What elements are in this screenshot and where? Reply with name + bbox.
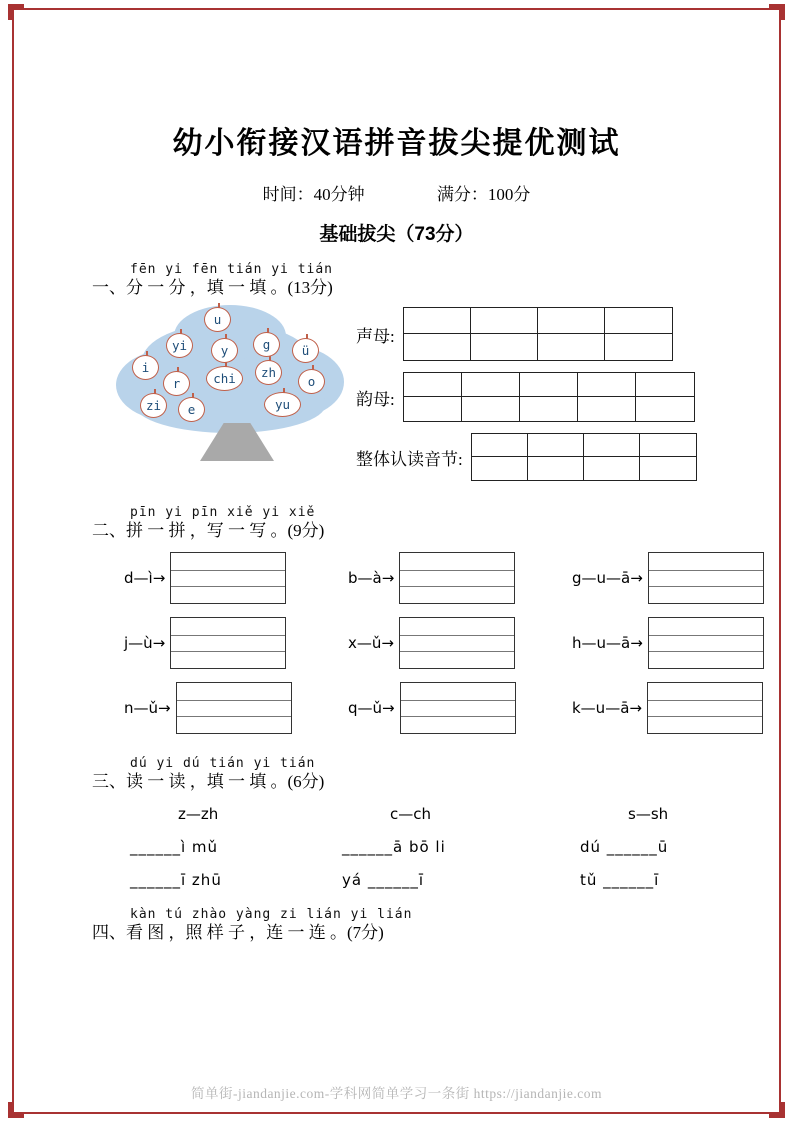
q3-pair-header: c—ch [390, 805, 432, 823]
apple: chi [206, 366, 243, 391]
writing-box [648, 552, 764, 604]
shengmu-label: 声母: [356, 326, 395, 346]
table-cell [462, 397, 520, 421]
apple: zh [255, 360, 282, 385]
table-cell [636, 397, 694, 421]
q2-text: 二、拼 一 拼 ，写 一 写 。(9分) [92, 521, 325, 540]
table-cell [471, 334, 538, 360]
writing-box [647, 682, 763, 734]
q4-pinyin: kàn tú zhào yàng zi lián yi lián [130, 907, 413, 922]
syllable-prefix: n—ǔ→ [124, 699, 171, 717]
writing-box [176, 682, 292, 734]
meta-time: 时间：40分钟 [262, 185, 365, 204]
q3-pinyin: dú yi dú tián yi tián [130, 756, 316, 771]
shengmu-row [356, 307, 697, 361]
apple: o [298, 369, 325, 394]
page-title: 幼小衔接汉语拼音拔尖提优测试 [172, 127, 621, 160]
corner-mark-bottom-left [8, 1102, 24, 1118]
table-cell [578, 397, 636, 421]
apple: y [211, 338, 238, 363]
q1-answer-tables [356, 305, 697, 481]
q3-fill-item: tǔ ______ī [580, 871, 660, 889]
q3-exercise-grid [130, 805, 793, 889]
zhengti-row [356, 433, 697, 481]
writing-box [648, 617, 764, 669]
writing-box [170, 552, 286, 604]
table-cell [520, 373, 578, 397]
q3-text: 三、读 一 读 ，填 一 填 。(6分) [92, 772, 325, 791]
table-cell [472, 434, 528, 457]
corner-mark-bottom-right [769, 1102, 785, 1118]
table-cell [538, 334, 605, 360]
q3-pair-header: s—sh [628, 805, 669, 823]
table-cell [584, 434, 640, 457]
table-cell [528, 434, 584, 457]
corner-mark-top-left [8, 4, 24, 20]
q3-fill-item: dú ______ū [580, 838, 669, 856]
apple: ü [292, 338, 319, 363]
table-cell [404, 334, 471, 360]
apple: i [132, 355, 159, 380]
meta-score: 满分：100分 [436, 185, 531, 204]
syllable-prefix: d—ì→ [124, 569, 166, 587]
table-cell [528, 457, 584, 480]
q2-item [572, 682, 784, 734]
q3-header [92, 756, 793, 793]
table-cell [404, 308, 471, 334]
q2-item [124, 552, 342, 604]
corner-mark-top-right [769, 4, 785, 20]
writing-box [170, 617, 286, 669]
q1-pinyin: fēn yi fēn tián yi tián [130, 262, 334, 277]
apple: yu [264, 392, 301, 417]
zhengti-table [471, 433, 697, 481]
table-cell [605, 334, 672, 360]
apple: yi [166, 333, 193, 358]
q1-body [116, 305, 793, 481]
yunmu-row [356, 372, 697, 422]
table-cell [404, 373, 462, 397]
table-cell [640, 434, 696, 457]
table-cell [636, 373, 694, 397]
apple-tree-illustration [116, 305, 344, 463]
q4-header [92, 907, 793, 944]
q2-item [572, 552, 784, 604]
q1-header [92, 262, 793, 299]
shengmu-table [403, 307, 673, 361]
q2-item [348, 682, 566, 734]
q2-item [348, 617, 566, 669]
q1-text: 一、分 一 分 ，填 一 填 。(13分) [92, 278, 333, 297]
q2-item [124, 682, 342, 734]
table-cell [584, 457, 640, 480]
q3-fill-item: ______ā bō li [342, 838, 446, 856]
syllable-prefix: x—ǔ→ [348, 634, 394, 652]
table-cell [578, 373, 636, 397]
yunmu-label: 韵母: [356, 389, 395, 409]
q2-exercise-grid [124, 552, 793, 734]
table-cell [640, 457, 696, 480]
q3-fill-item: ______ì mǔ [130, 838, 219, 856]
apple: e [178, 397, 205, 422]
syllable-prefix: q—ǔ→ [348, 699, 395, 717]
table-cell [520, 397, 578, 421]
writing-box [399, 617, 515, 669]
table-cell [471, 308, 538, 334]
table-cell [538, 308, 605, 334]
apple: zi [140, 393, 167, 418]
apple: r [163, 371, 190, 396]
syllable-prefix: j—ù→ [124, 634, 166, 652]
syllable-prefix: b—à→ [348, 569, 395, 587]
table-cell [462, 373, 520, 397]
q4-text: 四、看 图 ，照 样 子 ，连 一 连 。(7分) [92, 923, 384, 942]
apple: g [253, 332, 280, 357]
zhengti-label: 整体认读音节: [356, 449, 463, 469]
yunmu-table [403, 372, 695, 422]
footer-watermark: 简单街-jiandanjie.com-学科网简单学习一条街 https://jiandanjie.com [190, 1086, 603, 1101]
q2-item [572, 617, 784, 669]
table-cell [605, 308, 672, 334]
syllable-prefix: k—u—ā→ [572, 699, 642, 717]
q3-pair-header: z—zh [178, 805, 219, 823]
syllable-prefix: g—u—ā→ [572, 569, 643, 587]
q2-header [92, 505, 793, 542]
q2-pinyin: pīn yi pīn xiě yi xiě [130, 505, 316, 520]
syllable-prefix: h—u—ā→ [572, 634, 643, 652]
writing-box [400, 682, 516, 734]
table-cell [472, 457, 528, 480]
writing-box [399, 552, 515, 604]
test-meta [0, 180, 793, 205]
table-cell [404, 397, 462, 421]
apple: u [204, 307, 231, 332]
q3-fill-item: ______ī zhū [130, 871, 222, 889]
q3-fill-item: yá ______ī [342, 871, 425, 889]
q2-item [124, 617, 342, 669]
section-header: 基础拔尖（73分） [319, 224, 474, 245]
q2-item [348, 552, 566, 604]
